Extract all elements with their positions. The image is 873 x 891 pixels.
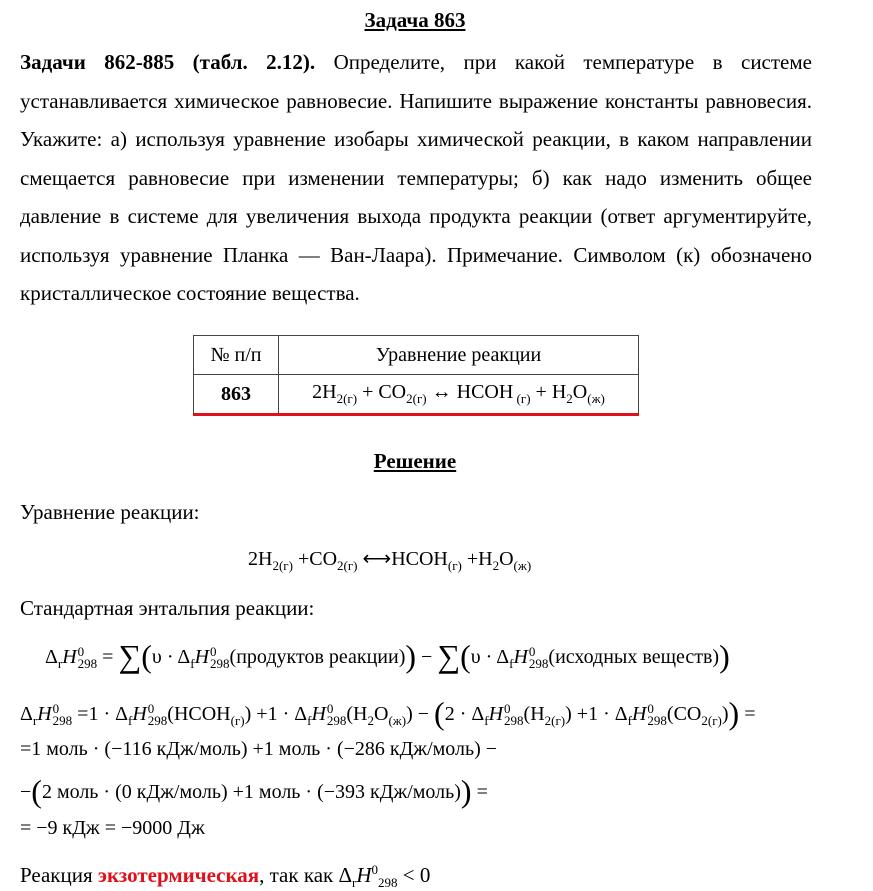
formula-subscript: (г) bbox=[230, 713, 245, 728]
formula-text: ) bbox=[721, 703, 729, 725]
formula-text: = −9 кДж = −9000 Дж bbox=[20, 817, 205, 839]
formula-index: 298 bbox=[647, 713, 667, 729]
formula-subscript: 2(г) bbox=[336, 391, 358, 406]
formula-text: (продуктов реакции) bbox=[229, 646, 406, 668]
sub-r: r bbox=[352, 875, 357, 891]
formula-text: + H bbox=[530, 381, 567, 403]
formula-text: − bbox=[20, 781, 32, 803]
calc-line-3 bbox=[20, 775, 488, 807]
formula-index: 298 bbox=[77, 656, 98, 672]
formula-index: 298 bbox=[147, 713, 168, 729]
formula-subscript: r bbox=[57, 656, 63, 671]
formula-text: =1 · Δ bbox=[72, 703, 128, 725]
formula-text: (H bbox=[346, 703, 368, 725]
formula-subscript: f bbox=[484, 713, 489, 728]
formula-text: (CO bbox=[666, 703, 702, 725]
formula-supsub bbox=[148, 703, 168, 727]
formula-index: 298 bbox=[504, 713, 524, 729]
calc-line-1 bbox=[20, 697, 755, 729]
calc-line-4 bbox=[20, 817, 205, 840]
formula-supsub bbox=[647, 703, 667, 727]
formula-subscript: (ж) bbox=[388, 713, 407, 728]
formula-bracket: ) bbox=[728, 695, 740, 731]
formula-subscript: 2 bbox=[367, 713, 374, 728]
formula-index: 298 bbox=[326, 713, 347, 729]
task-text: Определите, при какой температуре в системе устанавливается химическое равновесие. Напишите выражение константы равновесия. Укажите: а) используя уравнение изобары химической реакции, в каком направлении смещается равновесие при изменении температуры; б) как надо изменить общее давление в системе для увеличения выхода продукта реакции (ответ аргументируйте, используя уравнение Планка — Ван-Лаара). Примечание. Символом (к) обозначено кристаллическое состояние вещества. bbox=[20, 50, 812, 305]
formula-text: +CO bbox=[292, 548, 338, 570]
formula-subscript: 2 bbox=[566, 391, 573, 406]
formula-supsub bbox=[504, 703, 524, 727]
formula-text: = bbox=[739, 703, 756, 725]
formula-index: 0 bbox=[647, 701, 654, 717]
formula-supsub bbox=[529, 646, 549, 670]
formula-subscript: 2(г) bbox=[544, 713, 566, 728]
row-equation bbox=[279, 375, 639, 415]
exothermic-highlight: экзотермическая bbox=[97, 863, 260, 887]
formula-bracket: ) bbox=[719, 638, 730, 674]
formula-subscript: (ж) bbox=[587, 391, 605, 406]
formula-index: 0 bbox=[52, 701, 60, 717]
formula-subscript: (г) bbox=[447, 558, 462, 573]
formula-index: 0 bbox=[504, 701, 511, 717]
formula-subscript: f bbox=[307, 713, 312, 728]
formula-subscript: r bbox=[32, 713, 38, 728]
task-title: Задача 863 bbox=[364, 8, 466, 32]
formula-bracket: ( bbox=[434, 695, 445, 731]
solution-heading: Решение bbox=[373, 449, 457, 473]
formula-text: = bbox=[471, 781, 488, 803]
formula-text: O bbox=[499, 548, 514, 570]
formula-supsub bbox=[53, 703, 73, 727]
formula-text: ⟷HCOH bbox=[357, 548, 448, 570]
formula-index: 0 bbox=[528, 644, 536, 660]
formula-bracket: ( bbox=[31, 773, 42, 809]
formula-index: 298 bbox=[528, 656, 549, 672]
formula-text: (H bbox=[523, 703, 545, 725]
formula-index: 0 bbox=[147, 701, 155, 717]
reaction-equation bbox=[248, 546, 531, 574]
formula-subscript: 2(г) bbox=[272, 558, 293, 573]
formula-symbol: H bbox=[37, 703, 52, 725]
formula-subscript: f bbox=[127, 713, 133, 728]
calc-line-2 bbox=[20, 738, 497, 761]
formula-symbol: H bbox=[631, 703, 647, 725]
formula-symbol: H bbox=[311, 703, 326, 725]
formula-subscript: (ж) bbox=[513, 558, 532, 573]
formula-supsub bbox=[327, 703, 347, 727]
formula-text: ↔ HCOH bbox=[426, 381, 514, 403]
formula-text: 2 моль · (0 кДж/моль) +1 моль · (−393 кДж/моль) bbox=[41, 781, 461, 803]
enthalpy-formula bbox=[45, 640, 730, 672]
formula-subscript: 2(г) bbox=[337, 558, 358, 573]
formula-index: 0 bbox=[77, 644, 85, 660]
formula-text: υ · Δ bbox=[470, 646, 510, 668]
formula-text: Δ bbox=[20, 703, 33, 725]
formula-symbol: H bbox=[488, 703, 504, 725]
formula-supsub bbox=[78, 646, 98, 670]
formula-text: ) − bbox=[406, 703, 435, 725]
header-number: № п/п bbox=[194, 336, 279, 375]
formula-text: − bbox=[416, 646, 438, 668]
conclusion-prefix: Реакция bbox=[20, 863, 98, 887]
formula-text: 2H bbox=[312, 381, 337, 403]
formula-symbol: H bbox=[194, 646, 210, 668]
formula-text: =1 моль · (−116 кДж/моль) +1 моль · (−286 кДж/моль) − bbox=[20, 738, 498, 760]
formula-subscript: f bbox=[190, 656, 195, 671]
formula-text: 2H bbox=[248, 548, 273, 570]
row-number: 863 bbox=[194, 375, 279, 415]
formula-index: 0 bbox=[326, 701, 334, 717]
sub-298: 298 bbox=[378, 875, 398, 891]
formula-text: O bbox=[374, 703, 389, 725]
formula-bracket: ) bbox=[460, 773, 472, 809]
formula-text: O bbox=[572, 381, 588, 403]
formula-index: 298 bbox=[210, 656, 230, 672]
formula-text: +H bbox=[461, 548, 493, 570]
formula-symbol: H bbox=[62, 646, 77, 668]
formula-text: ) +1 · Δ bbox=[244, 703, 308, 725]
formula-text: ) +1 · Δ bbox=[565, 703, 628, 725]
conclusion-tail: < 0 bbox=[397, 863, 431, 887]
formula-text: (HCOH bbox=[167, 703, 231, 725]
conclusion-suffix: , так как Δ bbox=[259, 863, 352, 887]
formula-index: 298 bbox=[52, 713, 73, 729]
formula-symbol: H bbox=[132, 703, 147, 725]
equation-label: Уравнение реакции: bbox=[20, 500, 200, 524]
enthalpy-label: Стандартная энтальпия реакции: bbox=[20, 596, 315, 620]
conclusion bbox=[20, 862, 430, 891]
formula-subscript: f bbox=[509, 656, 514, 671]
header-equation: Уравнение реакции bbox=[279, 336, 639, 375]
formula-bracket: ) bbox=[405, 638, 417, 674]
reaction-table bbox=[193, 335, 639, 416]
formula-text: Δ bbox=[45, 646, 58, 668]
task-statement bbox=[20, 43, 812, 313]
formula-subscript: (г) bbox=[513, 391, 531, 406]
formula-subscript: 2 bbox=[492, 558, 500, 573]
formula-text: 2 · Δ bbox=[444, 703, 485, 725]
formula-text: + CO bbox=[357, 381, 407, 403]
formula-text: = bbox=[97, 646, 119, 668]
sup-0: 0 bbox=[371, 862, 379, 877]
formula-text: υ · Δ bbox=[151, 646, 191, 668]
formula-subscript: f bbox=[627, 713, 632, 728]
formula-text: (исходных веществ) bbox=[548, 646, 720, 668]
symbol-h: H bbox=[356, 863, 372, 887]
formula-supsub bbox=[210, 646, 230, 670]
task-ref: Задачи 862-885 (табл. 2.12). bbox=[20, 50, 316, 74]
formula-index: 0 bbox=[210, 644, 217, 660]
formula-subscript: 2(г) bbox=[406, 391, 427, 406]
formula-subscript: 2(г) bbox=[701, 713, 722, 728]
formula-bracket: ∑( bbox=[118, 638, 152, 674]
formula-symbol: H bbox=[513, 646, 528, 668]
formula-bracket: ∑( bbox=[437, 638, 471, 674]
